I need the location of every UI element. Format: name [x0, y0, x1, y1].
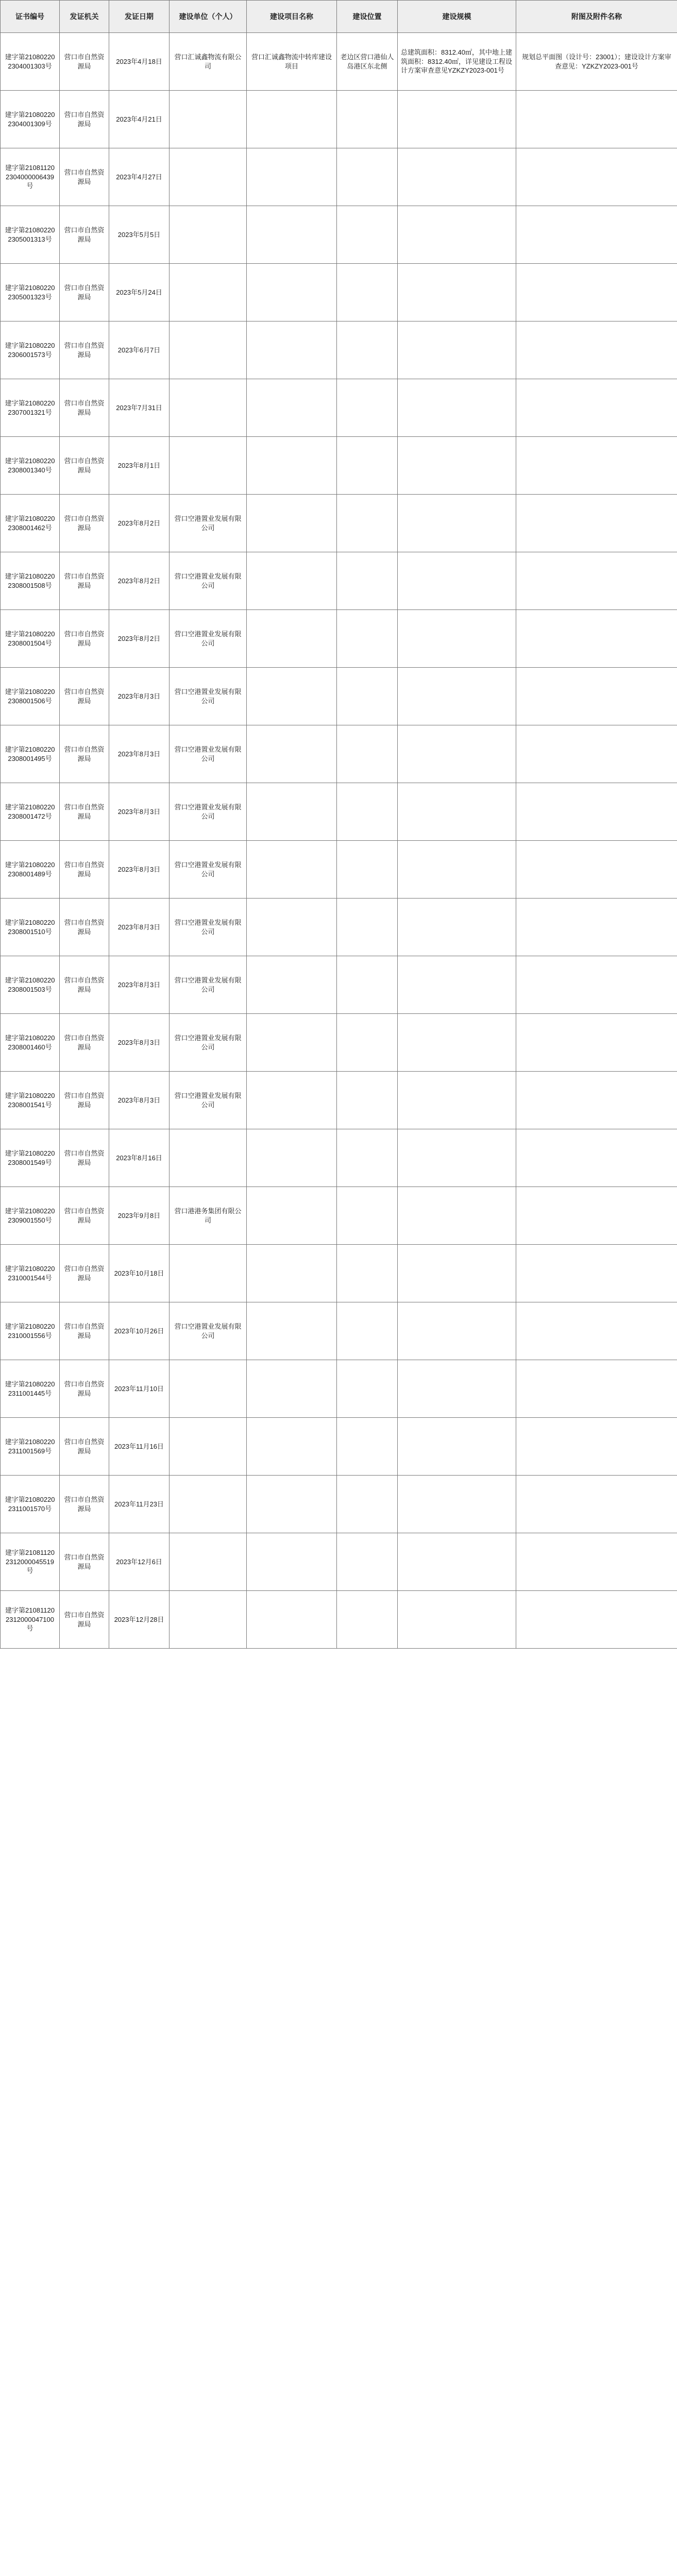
authority-cell: 营口市自然资源局: [60, 379, 109, 437]
scale-cell: [398, 783, 516, 841]
date-cell: 2023年8月2日: [109, 610, 170, 668]
scale-cell: [398, 321, 516, 379]
authority-cell: 营口市自然资源局: [60, 668, 109, 725]
location-cell: [337, 1187, 398, 1245]
cert-no-cell: 建字第210802202308001504号: [1, 610, 60, 668]
table-row: [1, 956, 677, 1014]
location-cell: [337, 956, 398, 1014]
authority-cell: 营口市自然资源局: [60, 552, 109, 610]
location-cell: [337, 264, 398, 321]
builder-cell: [170, 321, 247, 379]
scale-cell: [398, 1418, 516, 1476]
attachment-cell: [516, 264, 677, 321]
date-cell: 2023年11月10日: [109, 1360, 170, 1418]
authority-cell: 营口市自然资源局: [60, 1072, 109, 1129]
location-cell: [337, 1014, 398, 1072]
builder-cell: 营口汇诚鑫物流有限公司: [170, 33, 247, 91]
project-cell: [247, 1245, 337, 1302]
builder-cell: [170, 148, 247, 206]
table-row: [1, 91, 677, 148]
scale-cell: [398, 1476, 516, 1533]
authority-cell: 营口市自然资源局: [60, 1418, 109, 1476]
table-header: [1, 1, 677, 33]
table-row: [1, 1591, 677, 1649]
header-location: 建设位置: [337, 1, 398, 33]
scale-cell: [398, 264, 516, 321]
project-cell: [247, 899, 337, 956]
builder-cell: 营口空港置业发展有限公司: [170, 1014, 247, 1072]
location-cell: [337, 783, 398, 841]
date-cell: 2023年4月18日: [109, 33, 170, 91]
scale-cell: [398, 379, 516, 437]
attachment-cell: [516, 1302, 677, 1360]
project-cell: [247, 610, 337, 668]
cert-no-cell: 建字第210802202304001309号: [1, 91, 60, 148]
location-cell: [337, 1129, 398, 1187]
authority-cell: 营口市自然资源局: [60, 495, 109, 552]
attachment-cell: [516, 725, 677, 783]
cert-no-cell: 建字第210802202308001340号: [1, 437, 60, 495]
date-cell: 2023年8月1日: [109, 437, 170, 495]
project-cell: [247, 1302, 337, 1360]
cert-no-cell: 建字第210802202308001510号: [1, 899, 60, 956]
header-builder: 建设单位（个人）: [170, 1, 247, 33]
authority-cell: 营口市自然资源局: [60, 206, 109, 264]
cert-no-cell: 建字第210802202308001462号: [1, 495, 60, 552]
builder-cell: [170, 437, 247, 495]
project-cell: [247, 1014, 337, 1072]
location-cell: [337, 1245, 398, 1302]
attachment-cell: 规划总平面图（设计号：23001）；建设设计方案审查意见：YZKZY2023-001号: [516, 33, 677, 91]
project-cell: [247, 321, 337, 379]
table-row: [1, 264, 677, 321]
builder-cell: 营口空港置业发展有限公司: [170, 841, 247, 899]
attachment-cell: [516, 1360, 677, 1418]
project-cell: [247, 264, 337, 321]
scale-cell: [398, 1591, 516, 1649]
builder-cell: [170, 1360, 247, 1418]
table-row: [1, 321, 677, 379]
builder-cell: [170, 1591, 247, 1649]
attachment-cell: [516, 956, 677, 1014]
project-cell: [247, 148, 337, 206]
attachment-cell: [516, 1591, 677, 1649]
authority-cell: 营口市自然资源局: [60, 1302, 109, 1360]
location-cell: [337, 1476, 398, 1533]
table-row: [1, 1418, 677, 1476]
builder-cell: 营口空港置业发展有限公司: [170, 610, 247, 668]
table-row: [1, 1014, 677, 1072]
project-cell: [247, 495, 337, 552]
cert-no-cell: 建字第210811202312000047100号: [1, 1591, 60, 1649]
project-cell: [247, 91, 337, 148]
builder-cell: 营口空港置业发展有限公司: [170, 725, 247, 783]
table-row: [1, 1360, 677, 1418]
date-cell: 2023年5月5日: [109, 206, 170, 264]
header-authority: 发证机关: [60, 1, 109, 33]
cert-no-cell: 建字第210802202309001550号: [1, 1187, 60, 1245]
scale-cell: [398, 725, 516, 783]
cert-no-cell: 建字第210802202311001445号: [1, 1360, 60, 1418]
cert-no-cell: 建字第210802202308001506号: [1, 668, 60, 725]
table-row: [1, 1245, 677, 1302]
date-cell: 2023年12月28日: [109, 1591, 170, 1649]
attachment-cell: [516, 1418, 677, 1476]
authority-cell: 营口市自然资源局: [60, 1245, 109, 1302]
scale-cell: [398, 148, 516, 206]
attachment-cell: [516, 1187, 677, 1245]
project-cell: [247, 1476, 337, 1533]
attachment-cell: [516, 148, 677, 206]
date-cell: 2023年8月3日: [109, 899, 170, 956]
project-cell: [247, 1533, 337, 1591]
authority-cell: 营口市自然资源局: [60, 148, 109, 206]
scale-cell: [398, 1302, 516, 1360]
location-cell: [337, 206, 398, 264]
attachment-cell: [516, 668, 677, 725]
attachment-cell: [516, 552, 677, 610]
date-cell: 2023年4月27日: [109, 148, 170, 206]
table-row: [1, 33, 677, 91]
cert-no-cell: 建字第210802202308001472号: [1, 783, 60, 841]
scale-cell: [398, 841, 516, 899]
date-cell: 2023年8月3日: [109, 1072, 170, 1129]
project-cell: [247, 1129, 337, 1187]
cert-no-cell: 建字第210811202304000006439号: [1, 148, 60, 206]
table-row: [1, 148, 677, 206]
builder-cell: [170, 1129, 247, 1187]
builder-cell: 营口空港置业发展有限公司: [170, 668, 247, 725]
attachment-cell: [516, 1072, 677, 1129]
location-cell: [337, 1418, 398, 1476]
location-cell: [337, 1302, 398, 1360]
builder-cell: 营口空港置业发展有限公司: [170, 899, 247, 956]
attachment-cell: [516, 899, 677, 956]
builder-cell: [170, 379, 247, 437]
cert-no-cell: 建字第210802202311001569号: [1, 1418, 60, 1476]
project-cell: [247, 1072, 337, 1129]
cert-no-cell: 建字第210811202312000045519号: [1, 1533, 60, 1591]
scale-cell: [398, 1187, 516, 1245]
attachment-cell: [516, 1476, 677, 1533]
cert-no-cell: 建字第210802202308001508号: [1, 552, 60, 610]
date-cell: 2023年10月26日: [109, 1302, 170, 1360]
builder-cell: [170, 206, 247, 264]
builder-cell: 营口空港置业发展有限公司: [170, 552, 247, 610]
cert-no-cell: 建字第210802202305001323号: [1, 264, 60, 321]
cert-no-cell: 建字第210802202308001495号: [1, 725, 60, 783]
date-cell: 2023年8月2日: [109, 495, 170, 552]
location-cell: [337, 437, 398, 495]
date-cell: 2023年8月16日: [109, 1129, 170, 1187]
table-row: [1, 206, 677, 264]
table-row: [1, 668, 677, 725]
location-cell: [337, 148, 398, 206]
authority-cell: 营口市自然资源局: [60, 437, 109, 495]
location-cell: [337, 668, 398, 725]
project-cell: [247, 1187, 337, 1245]
authority-cell: 营口市自然资源局: [60, 1187, 109, 1245]
table-row: [1, 610, 677, 668]
table-row: [1, 1187, 677, 1245]
table-body: [1, 33, 677, 1649]
attachment-cell: [516, 437, 677, 495]
cert-no-cell: 建字第210802202305001313号: [1, 206, 60, 264]
date-cell: 2023年6月7日: [109, 321, 170, 379]
builder-cell: [170, 264, 247, 321]
attachment-cell: [516, 783, 677, 841]
scale-cell: [398, 1533, 516, 1591]
builder-cell: [170, 1533, 247, 1591]
authority-cell: 营口市自然资源局: [60, 264, 109, 321]
cert-no-cell: 建字第210802202311001570号: [1, 1476, 60, 1533]
date-cell: 2023年8月3日: [109, 668, 170, 725]
attachment-cell: [516, 841, 677, 899]
project-cell: [247, 956, 337, 1014]
location-cell: [337, 552, 398, 610]
project-cell: [247, 1360, 337, 1418]
scale-cell: [398, 1360, 516, 1418]
scale-cell: [398, 899, 516, 956]
cert-no-cell: 建字第210802202306001573号: [1, 321, 60, 379]
builder-cell: [170, 91, 247, 148]
table-row: [1, 1302, 677, 1360]
project-cell: [247, 668, 337, 725]
scale-cell: [398, 668, 516, 725]
location-cell: 老边区营口港仙人岛港区东北侧: [337, 33, 398, 91]
header-project: 建设项目名称: [247, 1, 337, 33]
builder-cell: 营口空港置业发展有限公司: [170, 495, 247, 552]
scale-cell: [398, 495, 516, 552]
attachment-cell: [516, 1129, 677, 1187]
location-cell: [337, 610, 398, 668]
cert-no-cell: 建字第210802202310001556号: [1, 1302, 60, 1360]
table-row: [1, 495, 677, 552]
builder-cell: 营口空港置业发展有限公司: [170, 1072, 247, 1129]
cert-no-cell: 建字第210802202310001544号: [1, 1245, 60, 1302]
project-cell: [247, 725, 337, 783]
authority-cell: 营口市自然资源局: [60, 1360, 109, 1418]
location-cell: [337, 495, 398, 552]
scale-cell: [398, 1072, 516, 1129]
authority-cell: 营口市自然资源局: [60, 1591, 109, 1649]
table-row: [1, 1072, 677, 1129]
scale-cell: [398, 552, 516, 610]
scale-cell: [398, 1245, 516, 1302]
date-cell: 2023年12月6日: [109, 1533, 170, 1591]
cert-no-cell: 建字第210802202308001489号: [1, 841, 60, 899]
project-cell: [247, 437, 337, 495]
scale-cell: [398, 1129, 516, 1187]
table-row: [1, 725, 677, 783]
location-cell: [337, 321, 398, 379]
location-cell: [337, 899, 398, 956]
authority-cell: 营口市自然资源局: [60, 1533, 109, 1591]
authority-cell: 营口市自然资源局: [60, 783, 109, 841]
header-date: 发证日期: [109, 1, 170, 33]
table-row: [1, 379, 677, 437]
attachment-cell: [516, 495, 677, 552]
table-row: [1, 552, 677, 610]
date-cell: 2023年7月31日: [109, 379, 170, 437]
authority-cell: 营口市自然资源局: [60, 956, 109, 1014]
cert-no-cell: 建字第210802202307001321号: [1, 379, 60, 437]
date-cell: 2023年8月3日: [109, 1014, 170, 1072]
project-cell: [247, 1418, 337, 1476]
header-attachment: 附图及附件名称: [516, 1, 677, 33]
attachment-cell: [516, 610, 677, 668]
date-cell: 2023年8月3日: [109, 956, 170, 1014]
authority-cell: 营口市自然资源局: [60, 91, 109, 148]
scale-cell: [398, 610, 516, 668]
cert-no-cell: 建字第210802202308001541号: [1, 1072, 60, 1129]
cert-no-cell: 建字第210802202308001549号: [1, 1129, 60, 1187]
project-cell: [247, 552, 337, 610]
authority-cell: 营口市自然资源局: [60, 899, 109, 956]
location-cell: [337, 91, 398, 148]
date-cell: 2023年11月23日: [109, 1476, 170, 1533]
attachment-cell: [516, 1014, 677, 1072]
location-cell: [337, 725, 398, 783]
project-cell: [247, 206, 337, 264]
location-cell: [337, 841, 398, 899]
cert-no-cell: 建字第210802202308001460号: [1, 1014, 60, 1072]
table-row: [1, 1129, 677, 1187]
builder-cell: [170, 1418, 247, 1476]
table-row: [1, 783, 677, 841]
authority-cell: 营口市自然资源局: [60, 841, 109, 899]
scale-cell: [398, 1014, 516, 1072]
date-cell: 2023年10月18日: [109, 1245, 170, 1302]
builder-cell: 营口空港置业发展有限公司: [170, 783, 247, 841]
location-cell: [337, 1072, 398, 1129]
attachment-cell: [516, 206, 677, 264]
date-cell: 2023年8月3日: [109, 783, 170, 841]
project-cell: [247, 841, 337, 899]
location-cell: [337, 1360, 398, 1418]
authority-cell: 营口市自然资源局: [60, 321, 109, 379]
table-row: [1, 841, 677, 899]
attachment-cell: [516, 1245, 677, 1302]
project-cell: [247, 1591, 337, 1649]
builder-cell: 营口空港置业发展有限公司: [170, 1302, 247, 1360]
date-cell: 2023年8月3日: [109, 725, 170, 783]
project-cell: [247, 379, 337, 437]
cert-no-cell: 建字第210802202308001503号: [1, 956, 60, 1014]
date-cell: 2023年8月3日: [109, 841, 170, 899]
table-row: [1, 1476, 677, 1533]
date-cell: 2023年4月21日: [109, 91, 170, 148]
authority-cell: 营口市自然资源局: [60, 610, 109, 668]
header-scale: 建设规模: [398, 1, 516, 33]
scale-cell: [398, 206, 516, 264]
date-cell: 2023年9月8日: [109, 1187, 170, 1245]
authority-cell: 营口市自然资源局: [60, 1476, 109, 1533]
location-cell: [337, 1533, 398, 1591]
attachment-cell: [516, 1533, 677, 1591]
attachment-cell: [516, 379, 677, 437]
authority-cell: 营口市自然资源局: [60, 1129, 109, 1187]
scale-cell: 总建筑面积：8312.40㎡，其中地上建筑面积：8312.40㎡，详见建设工程设计方案审查意见YZKZY2023-001号: [398, 33, 516, 91]
attachment-cell: [516, 91, 677, 148]
header-row: [1, 1, 677, 33]
attachment-cell: [516, 321, 677, 379]
builder-cell: [170, 1476, 247, 1533]
header-cert-no: 证书编号: [1, 1, 60, 33]
builder-cell: 营口空港置业发展有限公司: [170, 956, 247, 1014]
table-row: [1, 437, 677, 495]
authority-cell: 营口市自然资源局: [60, 33, 109, 91]
project-cell: 营口汇诚鑫物流中转库建设项目: [247, 33, 337, 91]
table-row: [1, 899, 677, 956]
project-cell: [247, 783, 337, 841]
authority-cell: 营口市自然资源局: [60, 1014, 109, 1072]
authority-cell: 营口市自然资源局: [60, 725, 109, 783]
location-cell: [337, 379, 398, 437]
scale-cell: [398, 91, 516, 148]
builder-cell: [170, 1245, 247, 1302]
date-cell: 2023年8月2日: [109, 552, 170, 610]
builder-cell: 营口港港务集团有限公司: [170, 1187, 247, 1245]
scale-cell: [398, 437, 516, 495]
date-cell: 2023年11月16日: [109, 1418, 170, 1476]
cert-no-cell: 建字第210802202304001303号: [1, 33, 60, 91]
table-row: [1, 1533, 677, 1591]
location-cell: [337, 1591, 398, 1649]
scale-cell: [398, 956, 516, 1014]
date-cell: 2023年5月24日: [109, 264, 170, 321]
